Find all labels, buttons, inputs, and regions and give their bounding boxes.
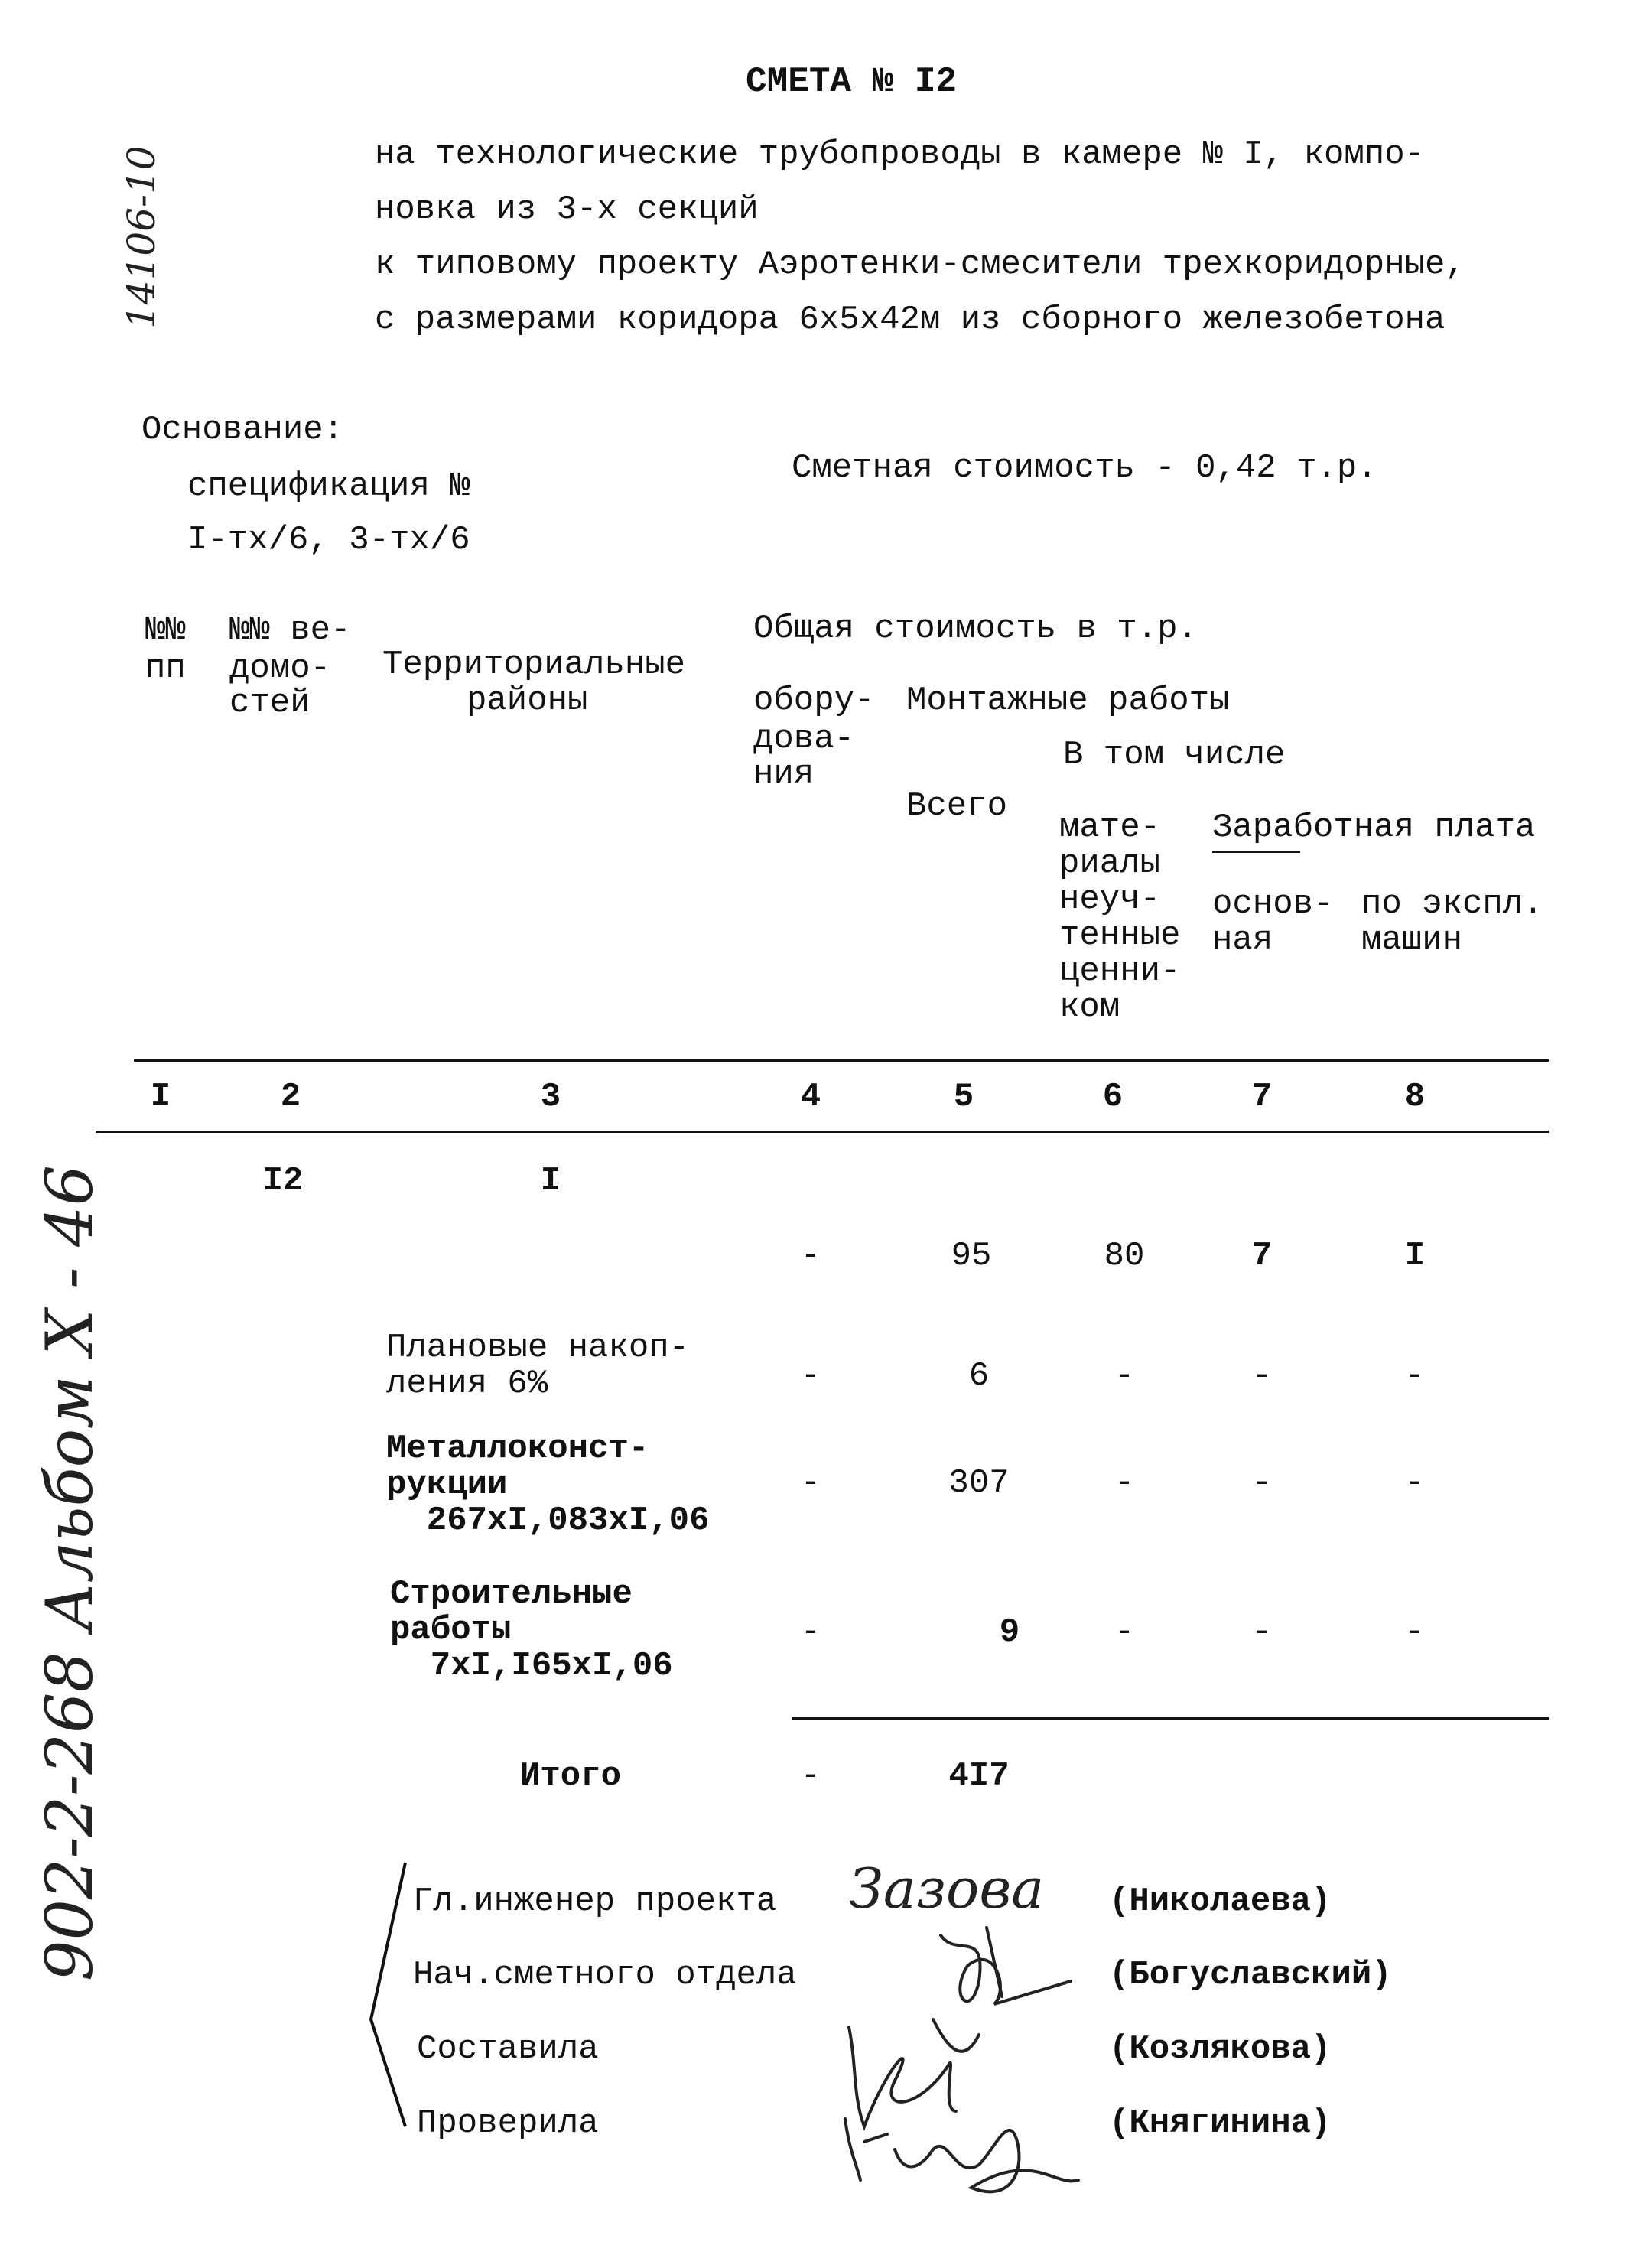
header-vsego: Всего: [906, 787, 1008, 825]
header-ved-3: стей: [229, 684, 311, 722]
basis-spec-1: спецификация №: [187, 467, 470, 506]
row1-c8: I: [1404, 1237, 1426, 1275]
header-num-2: пп: [145, 649, 186, 688]
row4-label-2: работы: [390, 1611, 512, 1649]
row2-label-1: Плановые накоп-: [386, 1329, 690, 1367]
sig-name-1: (Николаева): [1109, 1882, 1332, 1921]
subtitle-line-2: новка из 3-х секций: [375, 190, 759, 229]
row-territory-number: I: [540, 1162, 561, 1200]
subtitle-line-3: к типовому проекту Аэротенки-смесители трехкоридорные,: [375, 246, 1465, 284]
header-materials-6: ком: [1059, 988, 1120, 1027]
margin-note-album: 902-2-268 Альбом X - 46: [32, 1164, 107, 1981]
header-materials-4: тенные: [1059, 916, 1181, 955]
row4-c6: -: [1114, 1613, 1135, 1651]
row3-label-3: 267хI,083хI,06: [386, 1502, 710, 1540]
col-num-6: 6: [1102, 1078, 1124, 1116]
sig-role-1: Гл.инженер проекта: [413, 1882, 777, 1921]
col-num-2: 2: [280, 1078, 301, 1116]
subtitle-line-1: на технологические трубопроводы в камере № I, компо-: [375, 135, 1426, 174]
row2-label-2: ления 6%: [386, 1365, 548, 1403]
header-equipment-2: дова-: [753, 720, 855, 758]
row2-c7: -: [1251, 1357, 1273, 1395]
sig-name-3: (Козлякова): [1109, 2030, 1332, 2068]
header-equipment-3: ния: [753, 755, 815, 793]
document-title: СМЕТА № I2: [746, 62, 958, 102]
basis-label: Основание:: [141, 411, 344, 449]
header-basic-1: основ-: [1212, 885, 1334, 923]
margin-note-top: 14106-10: [119, 145, 164, 329]
header-equipment-1: обору-: [753, 682, 875, 720]
row1-c7: 7: [1251, 1237, 1273, 1275]
row3-label-1: Металлоконст-: [386, 1430, 649, 1468]
sig-handwritten-1: Зазова: [849, 1856, 1045, 1921]
row2-c4: -: [800, 1357, 821, 1395]
sig-name-4: (Княгинина): [1109, 2104, 1332, 2143]
row1-c4: -: [800, 1237, 821, 1275]
row2-c8: -: [1404, 1357, 1426, 1395]
col-num-7: 7: [1251, 1078, 1273, 1116]
row4-c4: -: [800, 1613, 821, 1651]
row3-c8: -: [1404, 1464, 1426, 1502]
row1-c5: 95: [951, 1237, 992, 1275]
row3-c5: 307: [948, 1464, 1010, 1502]
sig-role-2: Нач.сметного отдела: [413, 1956, 797, 1994]
header-materials-2: риалы: [1059, 844, 1161, 883]
row4-c7: -: [1251, 1613, 1273, 1651]
basis-spec-2: I-тх/6, 3-тх/6: [187, 521, 470, 559]
header-total-cost: Общая стоимость в т.р.: [753, 610, 1198, 648]
sig-role-4: Проверила: [417, 2104, 599, 2143]
total-c5: 4I7: [948, 1757, 1010, 1795]
header-machines-2: машин: [1361, 921, 1463, 959]
header-ved-2: домо-: [229, 649, 331, 688]
col-num-4: 4: [800, 1078, 821, 1116]
row-ved-number: I2: [262, 1162, 304, 1200]
row4-c8: -: [1404, 1613, 1426, 1651]
header-mounting: Монтажные работы: [906, 682, 1230, 720]
sig-role-3: Составила: [417, 2030, 599, 2068]
row2-c5: 6: [968, 1357, 990, 1395]
row4-c5: 9: [999, 1613, 1020, 1651]
row4-label-1: Строительные: [390, 1575, 633, 1613]
header-territory-2: районы: [467, 682, 588, 720]
header-materials-5: ценни-: [1059, 952, 1181, 991]
col-num-8: 8: [1404, 1078, 1426, 1116]
col-num-3: 3: [540, 1078, 561, 1116]
header-ved-1: №№ ве-: [229, 611, 351, 649]
total-c4: -: [800, 1757, 821, 1795]
estimated-cost: Сметная стоимость - 0,42 т.р.: [792, 449, 1377, 487]
row4-label-3: 7хI,I65хI,06: [390, 1647, 673, 1685]
col-num-5: 5: [953, 1078, 974, 1116]
header-basic-2: ная: [1212, 921, 1273, 959]
total-label: Итого: [520, 1757, 622, 1795]
row2-c6: -: [1114, 1357, 1135, 1395]
row3-c7: -: [1251, 1464, 1273, 1502]
header-territory-1: Территориальные: [382, 646, 686, 684]
header-incl: В том числе: [1063, 736, 1286, 774]
subtitle-line-4: с размерами коридора 6х5х42м из сборного железобетона: [375, 301, 1446, 339]
col-num-1: I: [150, 1078, 171, 1116]
header-materials-1: мате-: [1059, 809, 1161, 847]
row3-c4: -: [800, 1464, 821, 1502]
header-machines-1: по экспл.: [1361, 885, 1543, 923]
row3-label-2: рукции: [386, 1466, 508, 1504]
row3-c6: -: [1114, 1464, 1135, 1502]
sig-name-2: (Богуславский): [1109, 1956, 1392, 1994]
header-materials-3: неуч-: [1059, 880, 1161, 919]
row1-c6: 80: [1104, 1237, 1145, 1275]
header-salary: Заработная плата: [1212, 809, 1536, 847]
header-num-1: №№: [145, 611, 186, 649]
